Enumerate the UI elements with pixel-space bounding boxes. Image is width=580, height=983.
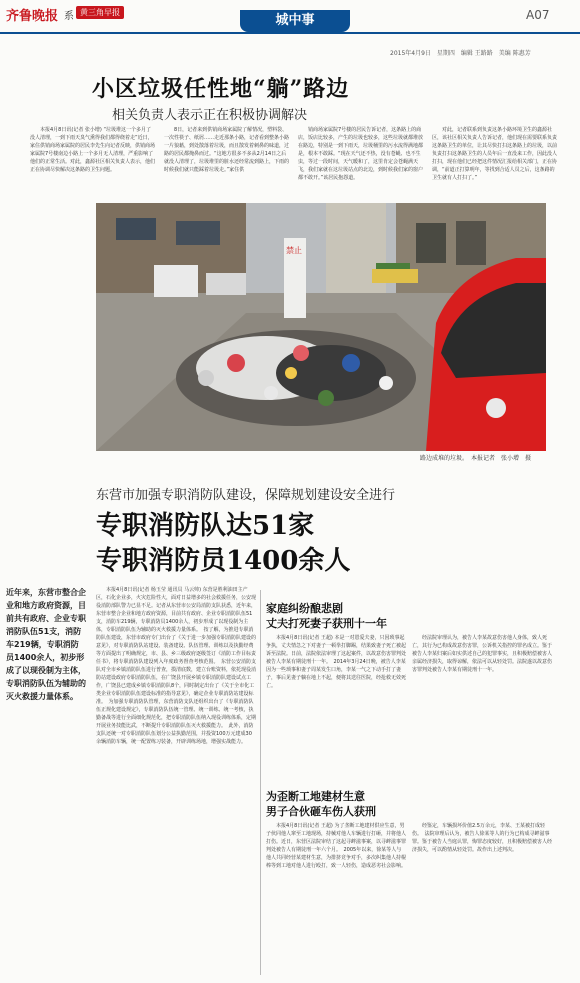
story4-column: 本报4月8日讯(记者 王超) 为了垄断工地建材供应生意，男子伙同他人窜至工地现场，持械对他人车辆进行打砸，并将他人打伤。近日，东营区法院审结了这起寻衅滋事案，以寻衅滋事罪判处被告人有期徒刑一年六个月。 2005年以来，徐某等人与他人共同经营某建材生意，为排挤竞争对手，多次纠集他人持棍棒等到工地对他人进行殴打，致一人轻伤，造成恶劣社会影响。: [266, 823, 406, 869]
story1-column: 8日，记者来到供销商场家属院了解情况，塑料袋、一次性筷子、纸屑……走近那条小路，记者看到整条小路一片狼藉，到处散落着垃圾，而且散发着刺鼻的味道，过路的居民都掩鼻而过。“这地方很多不多从2月14日之后就没人清理了，垃圾堆里的脏水还经常流到路上，下雨的时候我们就只能踩着垃圾走。”家住供: [164, 127, 290, 173]
story2-headline-line2: 专职消防员1400余人: [96, 546, 351, 576]
story1-headline: 小区垃圾任性地“躺”路边: [92, 76, 350, 102]
page-number: A07: [526, 8, 550, 22]
section-title: 城中事: [240, 10, 350, 32]
photo-caption: 路边成堆的垃圾。 本报记者 张小增 摄: [420, 455, 532, 462]
story1-column: 销商场家属院7号楼的居民告诉记者，这条路上的商店，饭店比较多，产生的垃圾也较多，这些垃圾就都堆放在路边，特别是一到下雨天，垃圾桶里的污水流得满地都是，根本不敢踩。“现在天气还不热，没有苍蝇、也不生虫，等过一段时间，天气暖和了，这里肯定会苍蝇满天飞，我们家就在这垃圾站点的北边，到时候我们家的窗户都不敢开。”该居民抱怨道。: [298, 127, 424, 181]
garbage-photo-illustration: [96, 203, 546, 451]
sign-text: 禁止: [286, 246, 302, 255]
story2-kicker: 东营市加强专职消防队建设，保障规划建设安全进行: [96, 488, 396, 503]
masthead: [0, 0, 580, 30]
story1-body: [30, 126, 558, 206]
edition-tag: 黄三角早报: [76, 6, 124, 19]
garbage-photo: [96, 203, 546, 451]
story1-column: 对此，记者联系到负责这条小路环境卫生的鑫源社区，该社区相关负责人告诉记者，他们现在需要联系负责这条路卫生的单位，让其尽快打扫这条路上的垃圾，以前负责打扫这条路卫生的人员年后一直没来工作，因此没人打扫，现在他们已经把这件情况汇报给相关部门，正在协调，“前道正打算明年，等找到合适人员之后，这条路的卫生就有人打扫了。”: [432, 127, 558, 181]
issue-meta: 2015年4月9日 星期四 编辑 王路路 美编 陈惠芳: [390, 50, 531, 57]
column-divider: [260, 590, 261, 975]
story3-headline-line2: 丈夫打死妻子获刑十一年: [266, 617, 387, 630]
story3-headline-line1: 家庭纠纷酿悲剧: [266, 602, 343, 615]
story2-body: 本报4月8日讯(记者 杨玉莹 通讯员 马云帅) 东营是胜利油田主产区，石化企业多，火灾危险性大，面对日益增多的社会救援任务，公安现役消防部队警力已显不足。记者从东营市公安局消防支队获悉，近年来，东营市整合企业和地方政府资源，目前共有政府、企业专职消防队伍51支，消防车219辆，专职消防员1400余人，初步形成了以现役制为主体，专职消防队伍为辅助的灭火救援力量体系。 按了解，为推进专职消防队伍建设，东营市政府专门出台了《关于进一步加强专职消防队建设的意见》，对专职消防队站建设、装备建设、队伍管理、训练以及执勤经费等方面提出了明确规定，市、县、乡三级政府逐级签订《消防工作目标责任书》，将专职消防队建设列入年度政务督查考核范围。 东营公安消防支队对全市乡镇消防队伍进行普查，摸清底数，建立台账资料，依托现役消防站建设政府专职消防队伍，在广饶县开展乡镇专职消防队建设试点工作，广饶县已建成乡镇专职消防队8个，同时制定出台了《关于全市化工类企业专职消防队伍建设标准的指导意见》，确定企业专职消防站建设标准。 为加强专职消防队管理，东营消防支队还组织出台了《专职消防队伍正规化建设规定》，专职消防队伍统一管理、统一训练、统一考核，执勤备战等进行全面细化规范化，把专职消防队伍纳入现役训练体系，定期开展业务技能比武，不断提升专职消防队伍灭火救援能力。 此外，消防支队还统一对专职消防队伍划分公益执勤范围，并投资100万元建成30余辆消防车辆，统一配置练习装备，开辟训练场地，增强实战能力。: [96, 587, 256, 745]
newspaper-logo: 齐鲁晚报: [6, 9, 59, 24]
header-rule: [0, 32, 580, 34]
story1-subheadline: 相关负责人表示正在积极协调解决: [112, 108, 308, 123]
story1-column: 本报4月8日讯(记者 张小增) “垃圾堆这一个多月了没人清理，一到下雨天臭气熏得我们都得绕着走”近日，家住供销商场家属院的居民李先生向记者反映，供销商场家属院7号楼南边小路上一个多月无人清理，严重影响了他们的正常生活。对此，鑫源社区相关负责人表示，他们正在协调尽快解决这条路的卫生问题。: [30, 127, 156, 173]
story3-column: 经法院审理认为，被告人李某故意伤害他人身体，致人死亡，其行为已构成故意伤害罪，公诉机关指控的罪名成立。鉴于被告人李某归案后如实供述自己的犯罪事实，且积极赔偿被害人亲属经济损失，取得谅解，依法可以从轻处罚。法院遂以故意伤害罪判处被告人李某有期徒刑十一年。: [412, 635, 552, 673]
story2-summary: 近年来，东营市整合企业和地方政府资源，目前共有政府、企业专职消防队伍51支，消防车219辆，专职消防员1400余人，初步形成了以现役制为主体，专职消防队伍为辅助的灭火救援力量体系。: [6, 588, 86, 701]
logo-suffix: 系: [64, 11, 74, 22]
story3-column: 本报4月8日讯(记者 王超) 本是一对恩爱夫妻，只因琐事起争执，丈夫情急之下对妻子一顿拳打脚踢，结果致妻子死亡被起诉至法院。日前，法院依法审理了这起案件，以故意伤害罪判处被告人李某有期徒刑十一年。 2014年3月24日晚，被告人李某因为一些琐事和妻子周某发生口角，李某一气之下动手打了妻子，事后见妻子躺在地上不起，便将其送往医院，经抢救无效死亡。: [266, 635, 406, 689]
story4-headline-line1: 为歪断工地建材生意: [266, 790, 365, 803]
story2-headline-line1: 专职消防队达51家: [96, 511, 315, 541]
story4-column: 经鉴定，车辆损坏价值2.5万余元，李某、王某被打成轻伤。 法院审理后认为，被告人徐某等人的行为已构成寻衅滋事罪。鉴于被告人当庭认罪，悔罪态度较好，且积极赔偿被害人经济损失，可以酌情从轻处罚。故作出上述判决。: [412, 823, 552, 853]
story4-headline-line2: 男子合伙砸车伤人获刑: [266, 805, 376, 818]
